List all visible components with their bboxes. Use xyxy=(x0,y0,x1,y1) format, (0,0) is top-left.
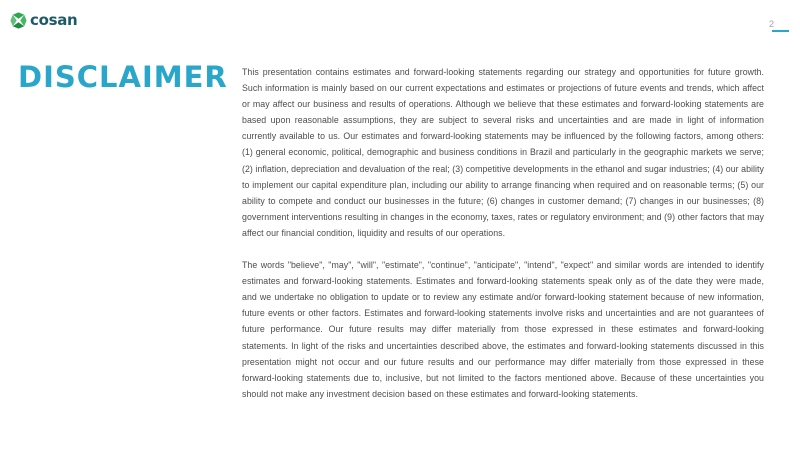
page-number: 2 xyxy=(768,19,774,29)
page-title: DISCLAIMER xyxy=(18,60,228,94)
cosan-logo-icon xyxy=(9,11,28,30)
disclaimer-paragraph-2: The words "believe", "may", "will", "estimate", "continue", "anticipate", "intend", "expect" and similar words are intended to identify estimates and forward-looking statements. Estimates and forward-looking statements speak only as of the date they were made, and we undertake no obligation to update or to review any estimate and/or forward-looking statement because of new information, future events or other factors. Estimates and forward-looking statements involve risks and uncertainties and are not guarantees of future performance. Our future results may differ materially from those expressed in these estimates and forward-looking statements. In light of the risks and uncertainties described above, the estimates and forward-looking statements discussed in this presentation might not occur and our future results and our performance may differ materially from those expressed in these forward-looking statements due to, inclusive, but not limited to the factors mentioned above. Because of these uncertainties you should not make any investment decision based on these estimates and forward-looking statements. xyxy=(242,260,764,399)
header-accent-line xyxy=(772,30,789,32)
brand-logo xyxy=(9,11,77,30)
brand-name: cosan xyxy=(30,11,78,29)
disclaimer-paragraph-1: This presentation contains estimates and forward-looking statements regarding our strategy and opportunities for future growth. Such information is mainly based on our current expectations and estimates or projections of future events and trends, which affect or may affect our business and results of operations. Although we believe that these estimates and forward-looking statements are based upon reasonable assumptions, they are subject to several risks and uncertainties and are made in light of information currently available to us. Our estimates and forward-looking statements may be influenced by the following factors, among others: (1) general economic, political, demographic and business conditions in Brazil and particularly in the geographic markets we serve; (2) inflation, depreciation and devaluation of the real; (3) competitive developments in the ethanol and sugar industries; (4) our ability to implement our capital expenditure plan, including our ability to arrange financing when required and on reasonable terms; (5) our ability to compete and conduct our businesses in the future; (6) changes in customer demand; (7) changes in our businesses; (8) government interventions resulting in changes in the economy, taxes, rates or regulatory environment; and (9) other factors that may affect our financial condition, liquidity and results of our operations. xyxy=(242,67,764,238)
disclaimer-body xyxy=(242,64,764,418)
